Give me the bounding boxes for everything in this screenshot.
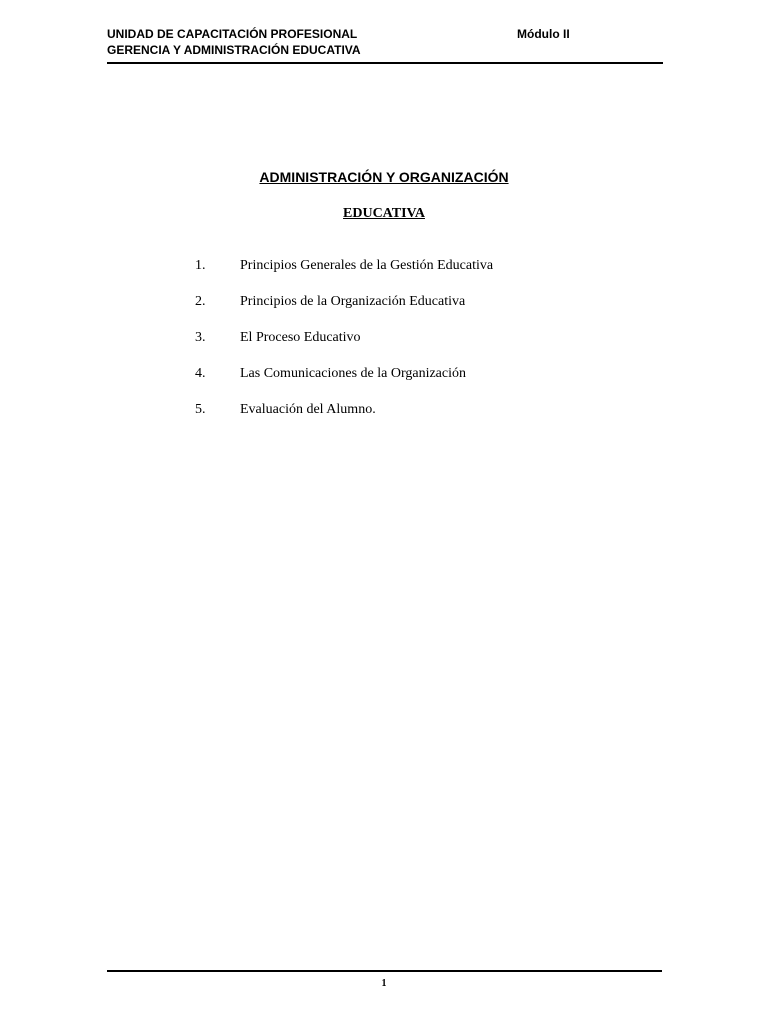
contents-item-number: 2.	[195, 294, 206, 309]
contents-item-number: 4.	[195, 366, 206, 381]
document-subtitle-text: EDUCATIVA	[343, 206, 425, 221]
document-title	[0, 168, 768, 186]
document-title-text: ADMINISTRACIÓN Y ORGANIZACIÓN	[259, 169, 509, 185]
contents-item-number: 5.	[195, 402, 206, 417]
footer-divider	[107, 970, 662, 972]
contents-item-number: 3.	[195, 330, 206, 345]
contents-item-number: 1.	[195, 258, 206, 273]
contents-item-text: Principios de la Organización Educativa	[240, 294, 466, 309]
contents-item-text: Las Comunicaciones de la Organización	[240, 366, 466, 381]
contents-item	[195, 365, 615, 383]
contents-list	[195, 257, 615, 437]
contents-item	[195, 257, 615, 275]
header-institution: UNIDAD DE CAPACITACIÓN PROFESIONAL	[107, 27, 358, 41]
page-header	[107, 27, 663, 64]
contents-item-text: Evaluación del Alumno.	[240, 402, 376, 417]
contents-item	[195, 329, 615, 347]
page-number: 1	[381, 978, 387, 989]
document-subtitle	[0, 205, 768, 223]
contents-item-text: El Proceso Educativo	[240, 330, 361, 345]
header-program: GERENCIA Y ADMINISTRACIÓN EDUCATIVA	[107, 43, 361, 57]
header-module: Módulo II	[517, 27, 570, 41]
contents-item	[195, 401, 615, 419]
contents-item	[195, 293, 615, 311]
contents-item-text: Principios Generales de la Gestión Educativa	[240, 258, 494, 273]
